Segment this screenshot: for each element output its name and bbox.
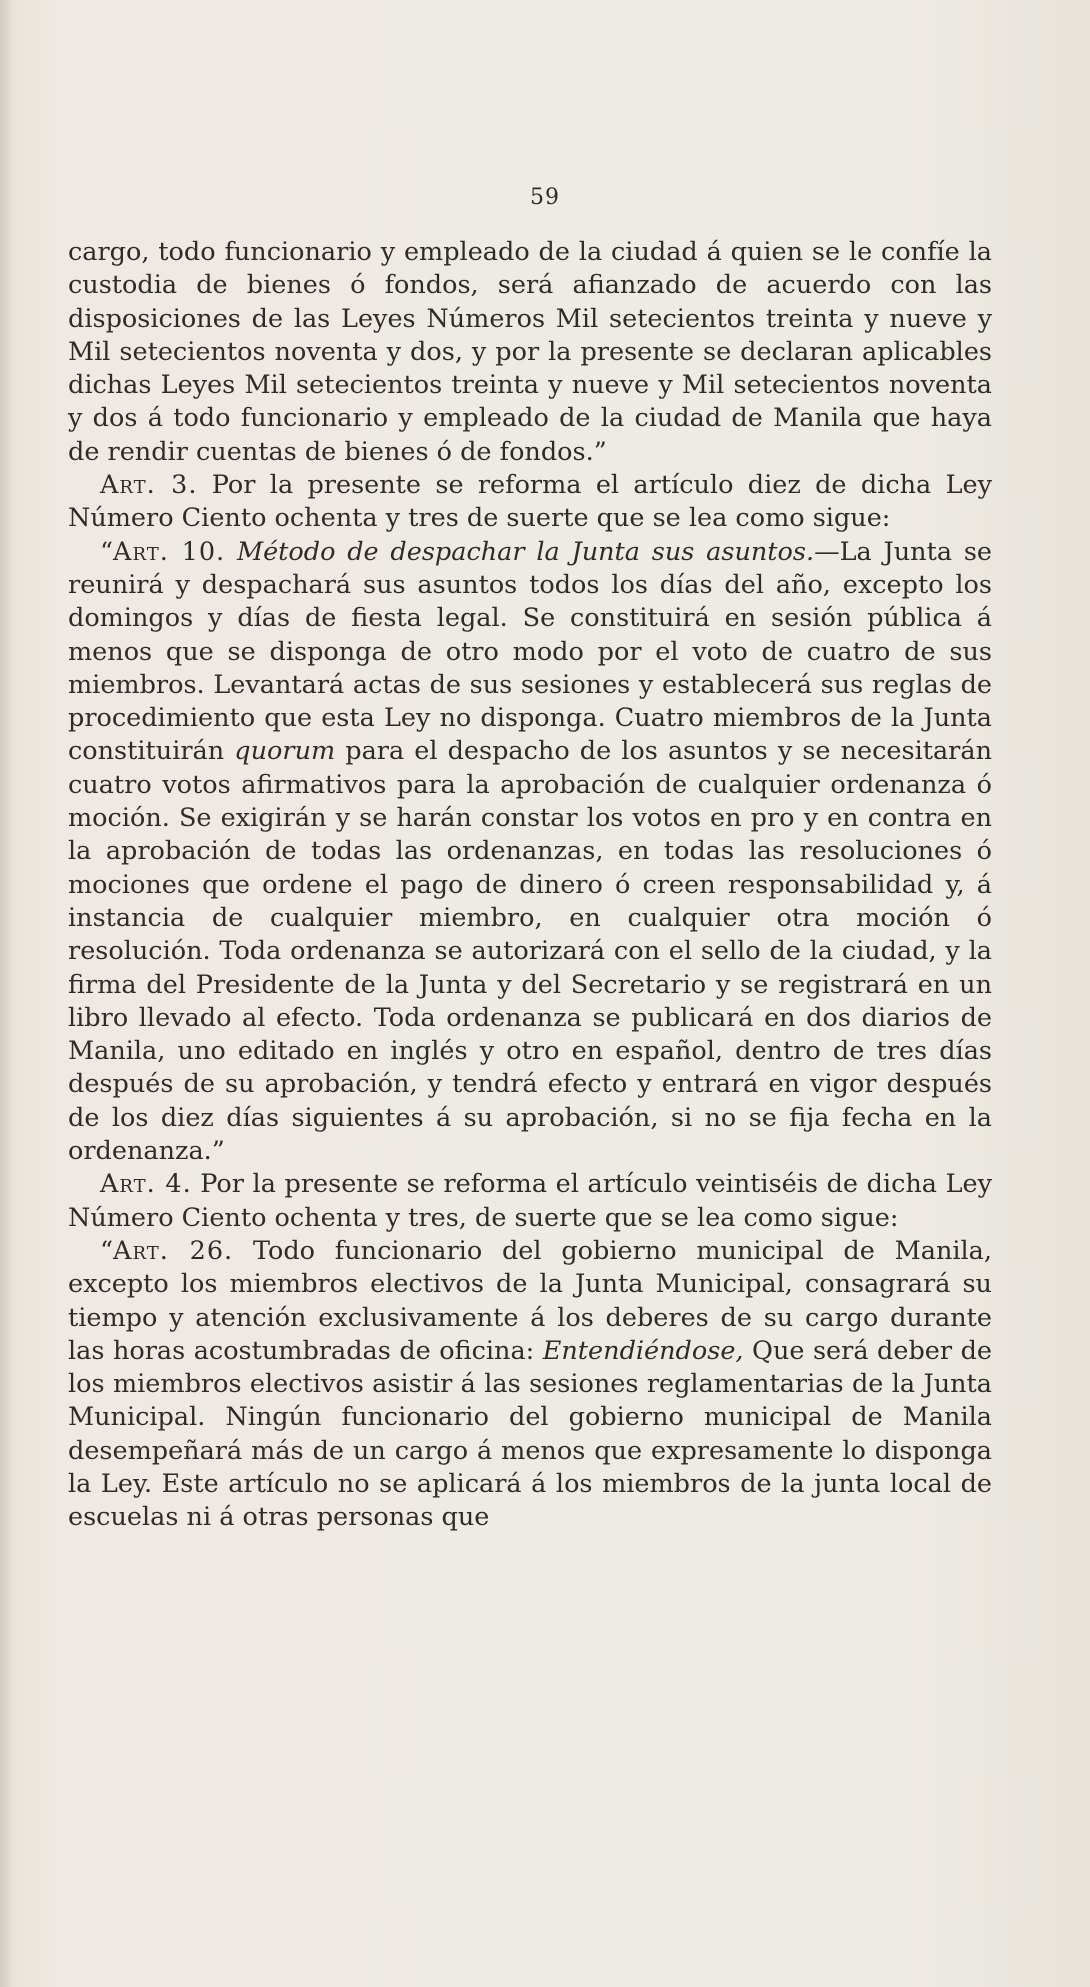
italic-term: Entendiéndose, — [542, 1335, 744, 1366]
article-label: Art. 10. — [113, 536, 226, 567]
paragraph-art-10 — [68, 536, 992, 1169]
article-heading: Método de despachar la Junta sus asuntos. — [236, 536, 815, 567]
open-quote: “ — [100, 1235, 114, 1266]
body-text — [68, 236, 992, 1535]
open-quote: “ — [100, 536, 114, 567]
article-label: Art. 26. — [113, 1235, 234, 1266]
italic-term: quorum — [234, 736, 336, 767]
paragraph-art-26 — [68, 1235, 992, 1535]
article-label: Art. 4. — [100, 1169, 192, 1200]
paragraph-text: Todo funcionario del gobierno municipal de Manila, excepto los miembros electivos de la Junta Municipal, consagrará su tiempo y atención exclusivamente á los deberes de su cargo durante las horas acostumbradas de oficina: — [68, 1235, 992, 1366]
paragraph-art-3 — [68, 469, 992, 536]
paragraph-text: para el despacho de los asuntos y se necesitarán cuatro votos afirmativos para la aprobación de cualquier ordenanza ó moción. Se exigirán y se harán constar los votos en pro y en contra en la aprobación de todas las ordenanzas, en todas las resoluciones ó mociones que ordene el pago de dinero ó creen responsabilidad y, á instancia de cualquier miembro, en cualquier otra moción ó resolución. Toda ordenanza se autorizará con el sello de la ciudad, y la firma del Presidente de la Junta y del Secretario y se registrará en un libro llevado al efecto. Toda ordenanza se publicará en dos diarios de Manila, uno editado en inglés y otro en español, dentro de tres días después de su aprobación, y tendrá efecto y entrará en vigor después de los diez días siguientes á su aprobación, si no se fija fecha en la ordenanza.” — [68, 736, 992, 1167]
paragraph-text: Por la presente se reforma el artículo diez de dicha Ley Número Ciento ochenta y tres de suerte que se lea como sigue: — [68, 470, 993, 534]
paragraph-text: —La Junta se reunirá y despachará sus asuntos todos los días del año, excepto los domingos y días de fiesta legal. Se constituirá en sesión pública á menos que se disponga de otro modo por el voto de cuatro de sus miembros. Levantará actas de sus sesiones y establecerá sus reglas de procedimiento que esta Ley no disponga. Cuatro miembros de la Junta constituirán — [68, 536, 992, 767]
paragraph-text: Por la presente se reforma el artículo veintiséis de dicha Ley Número Ciento ochenta y tres, de suerte que se lea como sigue: — [68, 1169, 993, 1233]
paragraph-continuation: cargo, todo funcionario y empleado de la ciudad á quien se le confíe la custodia de bienes ó fondos, será afianzado de acuerdo con las disposiciones de las Leyes Números Mil setecientos treinta y nueve y Mil setecientos noventa y dos, y por la presente se declaran aplicables dichas Leyes Mil setecientos treinta y nueve y Mil setecientos noventa y dos á todo funcionario y empleado de la ciudad de Manila que haya de rendir cuentas de bienes ó de fondos.” — [68, 237, 992, 467]
page-number: 59 — [530, 185, 560, 210]
paragraph-art-4 — [68, 1168, 992, 1235]
article-label: Art. 3. — [100, 470, 198, 501]
paragraph-text: Que será deber de los miembros electivos asistir á las sesiones reglamentarias de la Junta Municipal. Ningún funcionario del gobierno municipal de Manila desempeñará más de un cargo á menos que expresamente lo disponga la Ley. Este artículo no se aplicará á los miembros de la junta local de escuelas ni á otras personas que — [68, 1335, 992, 1533]
